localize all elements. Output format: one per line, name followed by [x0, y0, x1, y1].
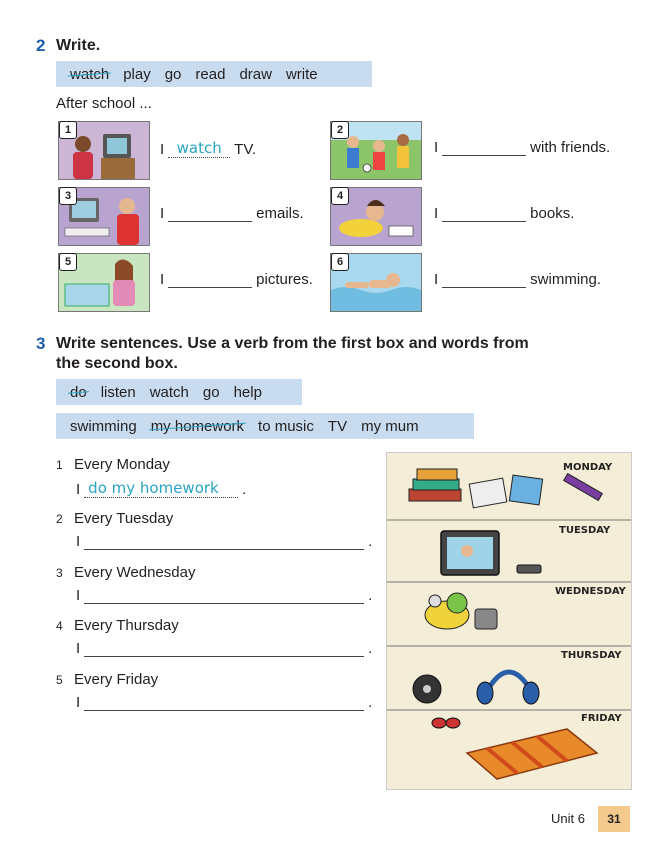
sentence-pre: I [76, 694, 81, 711]
answer-blank[interactable] [84, 535, 364, 550]
answer-text: watch [176, 139, 222, 157]
day-text: Every Wednesday [74, 564, 196, 581]
exercise-2-number: 2 [36, 36, 46, 55]
verb-box-item: go [202, 383, 220, 401]
item-number: 3 [59, 187, 77, 205]
sentence-end: . [368, 694, 373, 711]
day-text: Every Tuesday [74, 510, 174, 527]
item-number: 5 [56, 673, 63, 687]
sentence-post: pictures. [256, 271, 313, 288]
sentence-3 [160, 205, 304, 222]
sentence-item-3 [56, 564, 195, 581]
exercise-3-title-line-1: Write sentences. Use a verb from the first box and words from [56, 335, 529, 352]
sentence-item-5 [56, 671, 158, 688]
phrase-box-item: swimming [70, 417, 137, 435]
phrase-box-item: to music [258, 417, 314, 435]
answer-blank[interactable] [84, 589, 364, 604]
day-text: Every Monday [74, 456, 170, 473]
item-number: 4 [331, 187, 349, 205]
day-text: Every Friday [74, 671, 159, 688]
day-label-thursday: THURSDAY [561, 650, 622, 661]
page-number: 31 [598, 806, 630, 832]
sentence-pre: I [76, 533, 81, 550]
exercise-3-title-line-2: the second box. [56, 355, 178, 372]
item-number: 1 [56, 458, 63, 472]
answer-line-1 [76, 479, 246, 498]
answer-blank[interactable] [84, 696, 364, 711]
sentence-post: swimming. [530, 271, 602, 288]
sentence-post: with friends. [530, 139, 611, 156]
item-number: 3 [56, 566, 63, 580]
sentence-pre: I [434, 139, 439, 156]
item-number: 1 [59, 121, 77, 139]
item-number: 6 [331, 253, 349, 271]
sentence-end: . [368, 533, 373, 550]
sentence-5 [160, 271, 313, 288]
word-box-item: draw [239, 65, 272, 83]
phrase-box [56, 413, 474, 439]
word-box [56, 61, 372, 87]
sentence-pre: I [160, 205, 165, 222]
answer-blank[interactable] [168, 139, 230, 158]
verb-box [56, 379, 302, 405]
day-label-friday: FRIDAY [581, 713, 622, 724]
answer-blank[interactable] [84, 479, 238, 498]
sentence-6 [434, 271, 601, 288]
answer-blank[interactable] [168, 273, 252, 288]
answer-line-2 [76, 533, 372, 550]
word-box-item: write [285, 65, 318, 83]
word-box-item: go [164, 65, 182, 83]
day-text: Every Thursday [74, 617, 179, 634]
verb-box-item: do [70, 383, 87, 401]
sentence-item-2 [56, 510, 173, 527]
verb-box-item: help [233, 383, 262, 401]
week-illustration-panel [386, 452, 632, 790]
answer-line-3 [76, 587, 372, 604]
sentence-post: emails. [256, 205, 304, 222]
sentence-pre: I [434, 271, 439, 288]
answer-blank[interactable] [84, 642, 364, 657]
answer-blank[interactable] [168, 207, 252, 222]
sentence-item-4 [56, 617, 179, 634]
sentence-post: TV. [234, 141, 257, 158]
answer-blank[interactable] [442, 273, 526, 288]
item-number: 2 [56, 512, 63, 526]
sentence-item-1 [56, 456, 170, 473]
phrase-box-item: my homework [150, 417, 245, 435]
sentence-pre: I [76, 481, 81, 498]
sentence-2 [434, 139, 610, 156]
sentence-post: books. [530, 205, 575, 222]
item-number: 5 [59, 253, 77, 271]
day-label-tuesday: TUESDAY [559, 525, 611, 536]
day-label-wednesday: WEDNESDAY [555, 586, 626, 597]
sentence-pre: I [76, 587, 81, 604]
sentence-1 [160, 139, 256, 158]
word-box-item: play [123, 65, 151, 83]
sentence-pre: I [434, 205, 439, 222]
answer-line-4 [76, 640, 372, 657]
answer-blank[interactable] [442, 141, 526, 156]
exercise-2-title: Write. [56, 37, 101, 54]
day-label-monday: MONDAY [563, 462, 613, 473]
sentence-pre: I [160, 141, 165, 158]
sentence-pre: I [76, 640, 81, 657]
exercise-3-number: 3 [36, 334, 46, 353]
unit-label: Unit 6 [551, 811, 585, 826]
word-box-item: watch [70, 65, 110, 83]
answer-text: do my homework [88, 479, 219, 497]
sentence-4 [434, 205, 574, 222]
phrase-box-item: TV [327, 417, 348, 435]
item-number: 4 [56, 619, 63, 633]
intro-text: After school ... [56, 95, 152, 112]
answer-blank[interactable] [442, 207, 526, 222]
sentence-pre: I [160, 271, 165, 288]
phrase-box-item: my mum [361, 417, 419, 435]
sentence-end: . [242, 481, 247, 498]
sentence-end: . [368, 640, 373, 657]
sentence-end: . [368, 587, 373, 604]
verb-box-item: watch [149, 383, 189, 401]
verb-box-item: listen [100, 383, 136, 401]
word-box-item: read [195, 65, 226, 83]
item-number: 2 [331, 121, 349, 139]
answer-line-5 [76, 694, 372, 711]
